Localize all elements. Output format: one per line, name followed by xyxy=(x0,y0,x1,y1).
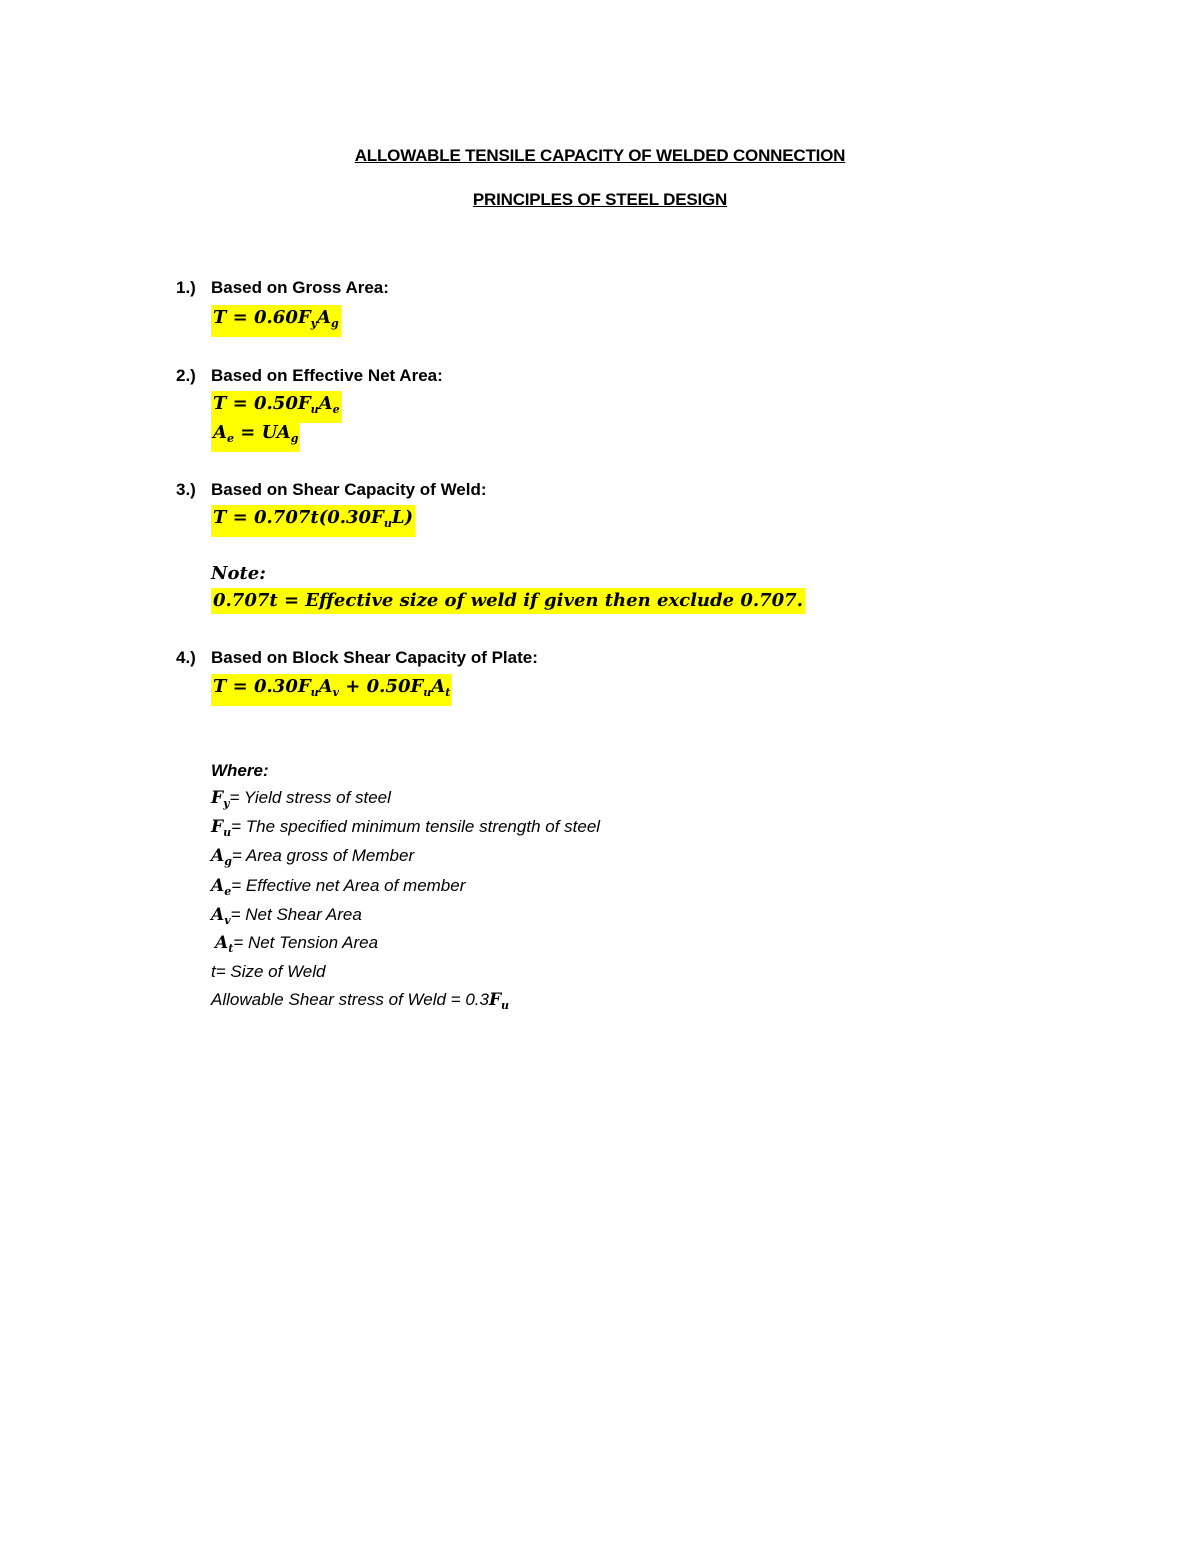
symbol: $A_g$ xyxy=(211,846,232,868)
section-3-formula xyxy=(211,505,415,537)
section-1-formula xyxy=(211,305,341,337)
where-item-allowable-shear: Allowable Shear stress of Weld = $0.3F_u$ xyxy=(211,990,510,1012)
section-3-number: 3.) xyxy=(176,480,196,499)
document-subtitle: PRINCIPLES OF STEEL DESIGN xyxy=(472,190,728,209)
formula-weld-shear: $T = 0.707t(0.30F_uL)$ xyxy=(213,507,414,530)
where-item-ag: $A_g=$ Area gross of Member xyxy=(211,846,415,868)
where-item-t: t= Size of Weld xyxy=(211,962,326,981)
formula-block-shear: $T = 0.30F_uA_v + 0.50F_uA_t$ xyxy=(213,676,451,699)
section-4-number: 4.) xyxy=(176,648,196,667)
section-3-heading: Based on Shear Capacity of Weld: xyxy=(211,480,487,499)
document-title: ALLOWABLE TENSILE CAPACITY OF WELDED CONNECTION xyxy=(354,146,846,165)
symbol: $A_t$ xyxy=(215,933,234,955)
where-item-av: $A_v=$ Net Shear Area xyxy=(211,905,362,927)
section-1-number: 1.) xyxy=(176,278,196,297)
note-label: Note: xyxy=(211,563,266,584)
symbol: $F_u$ xyxy=(488,990,510,1012)
symbol: $F_y$ xyxy=(211,788,230,810)
section-2-formula-1 xyxy=(211,391,342,423)
formula-gross-area: $T = 0.60F_yA_g$ xyxy=(213,307,339,330)
note-text: 0.707t = Effective size of weld if given then exclude 0.707. xyxy=(211,588,805,614)
section-4-heading: Based on Block Shear Capacity of Plate: xyxy=(211,648,538,667)
symbol: $A_v$ xyxy=(211,905,231,927)
formula-effective-area-definition: $A_e = UA_g$ xyxy=(213,422,299,445)
section-1-heading: Based on Gross Area: xyxy=(211,278,389,297)
section-2-formula-2 xyxy=(211,420,300,452)
where-item-fy: $F_y=$ Yield stress of steel xyxy=(211,788,391,810)
formula-effective-net-area: $T = 0.50F_uA_e$ xyxy=(213,393,340,416)
section-4-formula xyxy=(211,674,452,706)
symbol: $A_e$ xyxy=(211,876,232,898)
where-item-ae: $A_e=$ Effective net Area of member xyxy=(211,876,466,898)
where-item-fu: $F_u=$ The specified minimum tensile strength of steel xyxy=(211,817,601,839)
symbol: $F_u$ xyxy=(211,817,232,839)
section-2-number: 2.) xyxy=(176,366,196,385)
section-2-heading: Based on Effective Net Area: xyxy=(211,366,443,385)
where-item-at: $A_t=$ Net Tension Area xyxy=(215,933,379,955)
where-label: Where: xyxy=(211,761,269,780)
